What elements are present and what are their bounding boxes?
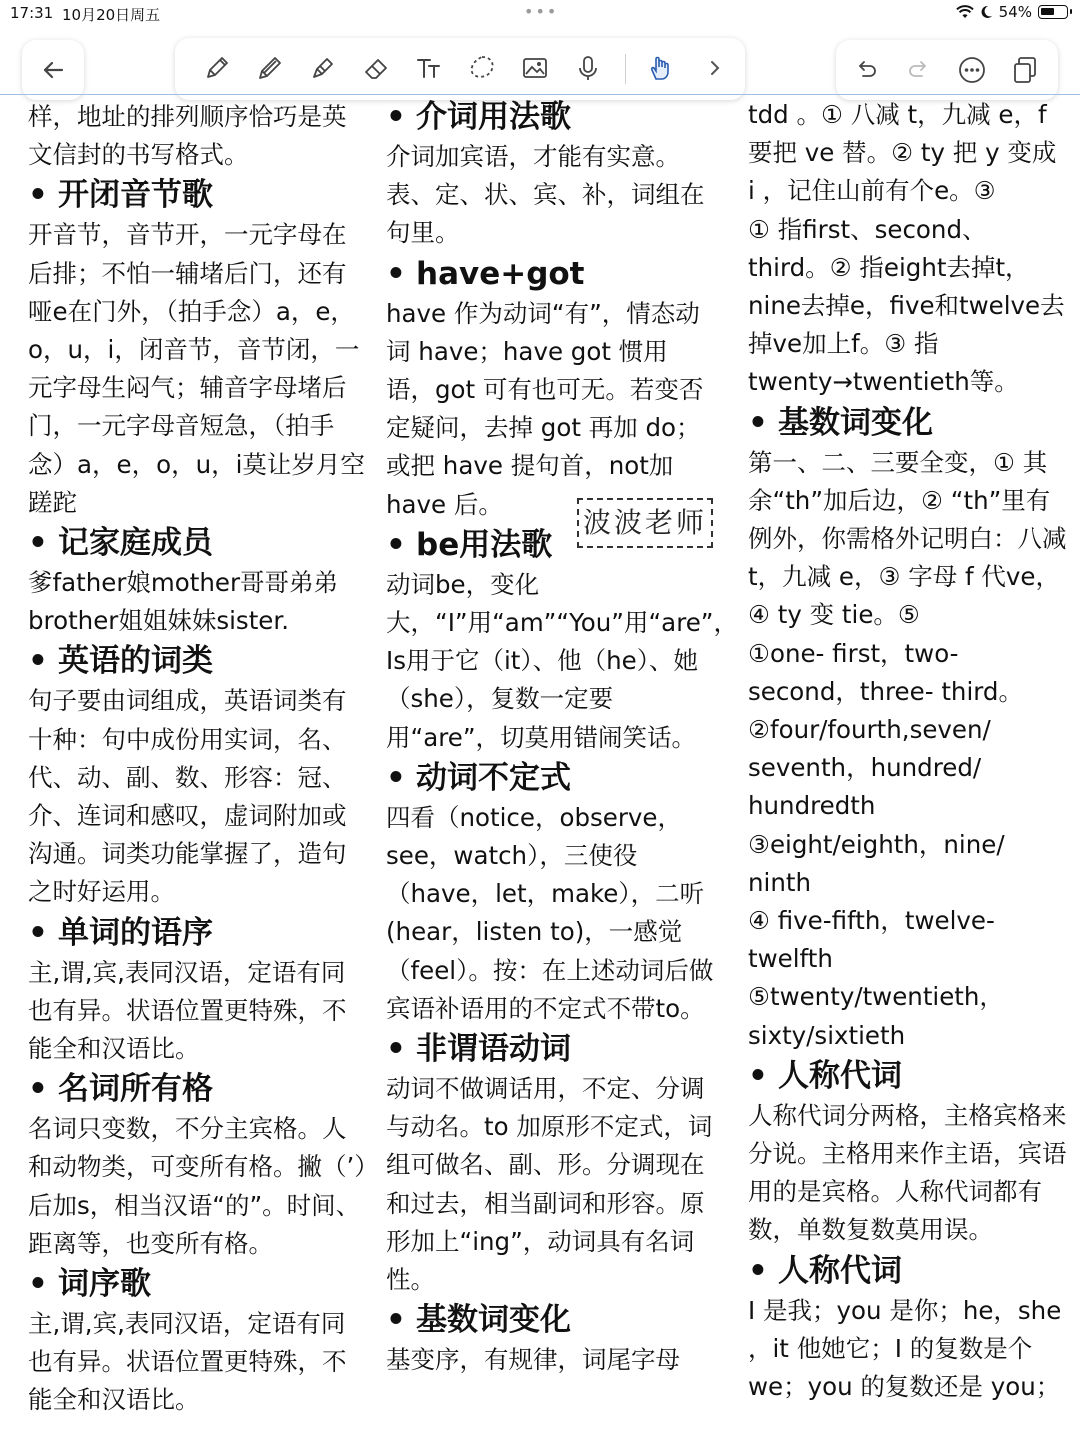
hand-touch-icon	[645, 53, 675, 83]
history-toolbar	[836, 40, 1058, 100]
section-heading	[28, 1068, 368, 1110]
more-tools-button[interactable]	[695, 48, 735, 88]
battery-icon	[1038, 5, 1068, 19]
note-paragraph: 介词加宾语，才能有实意。表、定、状、宾、补，词组在句里。	[386, 142, 705, 248]
image-tool-button[interactable]	[515, 48, 555, 88]
status-time: 17:31	[10, 4, 54, 22]
back-button[interactable]	[33, 50, 73, 90]
pages-button[interactable]	[1005, 50, 1045, 90]
battery-percent: 54%	[998, 3, 1032, 21]
note-paragraph: 样，地址的排列顺序恰巧是英文信封的书写格式。	[28, 102, 347, 170]
bullet-icon: •	[28, 177, 48, 214]
undo-button[interactable]	[846, 50, 886, 90]
status-right	[956, 3, 1068, 21]
wifi-icon	[956, 5, 974, 19]
redo-icon	[904, 55, 934, 85]
text-tool-button[interactable]	[409, 48, 449, 88]
note-column-1	[28, 98, 368, 1420]
section-heading	[748, 1250, 1068, 1292]
eraser-tool-button[interactable]	[356, 48, 396, 88]
redo-button[interactable]	[899, 50, 939, 90]
moon-icon	[980, 5, 993, 19]
section-heading	[28, 1263, 368, 1305]
note-paragraph: ⑤twenty/twentieth，sixty/sixtieth	[748, 982, 1004, 1050]
highlighter-tool-button[interactable]	[303, 48, 343, 88]
note-paragraph: ①one- first，two- second，three- third。	[748, 638, 1023, 706]
note-paragraph: tdd 。① 八减 t，九减 e，f 要把 ve 替。② ty 把 y 变成 i ，记住山前有个e。③	[748, 100, 1057, 206]
bullet-icon: •	[748, 1057, 768, 1094]
more-options-button[interactable]	[952, 50, 992, 90]
microphone-icon	[573, 53, 603, 83]
section-heading-text: 人称代词	[778, 1252, 902, 1289]
undo-icon	[851, 55, 881, 85]
pages-icon	[1010, 55, 1040, 85]
touch-draw-button[interactable]	[640, 48, 680, 88]
note-paragraph: ① 指first、second、third。② 指eight去掉t，nine去掉e，five和twelve去掉ve加上f。③ 指 twenty→twentieth等。	[748, 214, 1065, 397]
section-heading-text: 英语的词类	[58, 643, 213, 680]
bullet-icon: •	[28, 525, 48, 562]
note-paragraph: ③eight/eighth，nine/ ninth	[748, 829, 1005, 897]
bullet-icon: •	[28, 1266, 48, 1303]
chevron-right-icon	[700, 53, 730, 83]
image-icon	[520, 53, 550, 83]
note-paragraph: 动词be，变化大，“I”用“am”“You”用“are”，Is用于它（it）、他（he）、她（she），复数一定要用“are”，切莫用错闹笑话。	[386, 569, 738, 752]
bullet-icon: •	[748, 1252, 768, 1289]
section-heading-text: 动词不定式	[416, 759, 571, 796]
section-heading-text: 名词所有格	[58, 1071, 213, 1108]
section-heading	[28, 640, 368, 682]
section-heading	[28, 174, 368, 216]
toolbar-divider	[0, 94, 1080, 95]
note-paragraph: ②four/fourth,seven/ seventh，hundred/ hundredth	[748, 715, 991, 821]
note-paragraph: 动词不做调话用，不定、分调与动名。to 加原形不定式，词组可做名、副、形。分调现在和过去，相当副词和形容。原形加上“ing”，动词具有名词性。	[386, 1074, 713, 1295]
section-heading	[386, 757, 716, 799]
section-heading	[28, 912, 368, 954]
highlighter-icon	[308, 53, 338, 83]
section-heading-text: 非谓语动词	[416, 1031, 571, 1068]
note-paragraph: 第一、二、三要全变，① 其余“th”加后边，② “th”里有例外，你需格外记明白：八减 t，九减 e，③ 字母 f 代ve，④ ty 变 tie。⑤	[748, 447, 1067, 630]
bullet-icon: •	[28, 1071, 48, 1108]
bullet-icon: •	[28, 643, 48, 680]
pencil-icon	[255, 53, 285, 83]
pencil-tool-button[interactable]	[250, 48, 290, 88]
note-paragraph: 主,谓,宾,表同汉语，定语有同也有异。状语位置更特殊，不能全和汉语比。	[28, 957, 347, 1064]
pen-tool-button[interactable]	[197, 48, 237, 88]
eraser-icon	[361, 53, 391, 83]
arrow-left-icon	[38, 55, 68, 85]
section-heading	[386, 1299, 716, 1341]
bullet-icon: •	[748, 404, 768, 441]
teacher-stamp: 波波老师	[577, 498, 713, 548]
text-tool-icon	[414, 53, 444, 83]
bullet-icon: •	[386, 526, 406, 563]
section-heading	[748, 402, 1068, 444]
section-heading-text: 单词的语序	[58, 914, 213, 951]
toolbar-separator	[625, 54, 626, 84]
section-heading-text: 词序歌	[58, 1266, 151, 1303]
section-heading	[748, 1055, 1068, 1097]
back-pill	[22, 40, 84, 100]
note-column-3	[748, 96, 1068, 1406]
bullet-icon: •	[386, 1302, 406, 1339]
microphone-tool-button[interactable]	[568, 48, 608, 88]
note-paragraph: 句子要由词组成，英语词类有十种：句中成份用实词，名、代、动、副、数、形容：冠、介、连词和感叹，虚词附加或沟通。词类功能掌握了，造句之时好运用。	[28, 686, 347, 907]
section-heading-text: 基数词变化	[416, 1302, 571, 1339]
note-paragraph: ④ five-fifth，twelve- twelfth	[748, 906, 995, 974]
multitasking-dots-icon[interactable]: •••	[524, 2, 559, 21]
note-paragraph: I 是我；you 是你；he，she ，it 他她它；I 的复数是个 we；you 的复数还是 you；	[748, 1295, 1062, 1402]
status-date: 10月20日周五	[62, 6, 161, 24]
section-heading-text: be用法歌	[416, 526, 553, 563]
note-paragraph: 名词只变数，不分主宾格。人和动物类，可变所有格。撇（’）后加s，相当汉语“的”。时间、距离等，也变所有格。	[28, 1114, 367, 1258]
section-heading	[386, 1028, 716, 1070]
section-heading-text: 记家庭成员	[58, 525, 213, 562]
section-heading	[386, 96, 716, 138]
pen-icon	[202, 53, 232, 83]
note-paragraph: 基变序，有规律，词尾字母	[386, 1345, 680, 1375]
note-paragraph: have 作为动词“有”，情态动词 have；have got 惯用语，got 可有也可无。若变否定疑问，去掉 got 再加 do；或把 have 提句首，not加 have 后。	[386, 298, 704, 519]
note-paragraph: 爹father娘mother哥哥弟弟brother姐姐妹妹sister.	[28, 568, 339, 636]
lasso-icon	[467, 53, 497, 83]
note-paragraph: 人称代词分两格，主格宾格来分说。主格用来作主语，宾语用的是宾格。人称代词都有数，单数复数莫用误。	[748, 1100, 1067, 1245]
bullet-icon: •	[386, 759, 406, 796]
section-heading-text: 人称代词	[778, 1057, 902, 1094]
bullet-icon: •	[386, 255, 406, 292]
status-bar	[0, 0, 1080, 28]
bullet-icon: •	[28, 914, 48, 951]
bullet-icon: •	[386, 1031, 406, 1068]
section-heading	[28, 522, 368, 564]
section-heading	[386, 253, 716, 295]
note-paragraph: 开音节，音节开，一元字母在后排；不怕一辅堵后门，还有哑e在门外，（拍手念）a，e，o，u，i，闭音节，音节闭，一元字母生闷气；辅音字母堵后门，一元字母音短急，（拍手念）a，e，o，u，i莫让岁月空蹉跎	[28, 220, 365, 517]
note-paragraph: 四看（notice，observe，see，watch），三使役（have，let，make），二听(hear，listen to)，一感觉（feel）。按：在上述动词后做宾语补语用的不定式不带to。	[386, 802, 714, 1023]
section-heading-text: 基数词变化	[778, 404, 933, 441]
section-heading-text: have+got	[416, 255, 585, 292]
battery-level-fill	[1041, 8, 1054, 15]
bullet-icon: •	[386, 99, 406, 135]
note-column-2	[386, 96, 738, 1379]
lasso-tool-button[interactable]	[462, 48, 502, 88]
more-icon	[957, 55, 987, 85]
note-paragraph: 主,谓,宾,表同汉语，定语有同也有异。状语位置更特殊，不能全和汉语比。	[28, 1309, 347, 1415]
section-heading-text: 开闭音节歌	[58, 177, 213, 214]
section-heading-text: 介词用法歌	[416, 99, 571, 135]
tools-toolbar	[175, 38, 745, 100]
